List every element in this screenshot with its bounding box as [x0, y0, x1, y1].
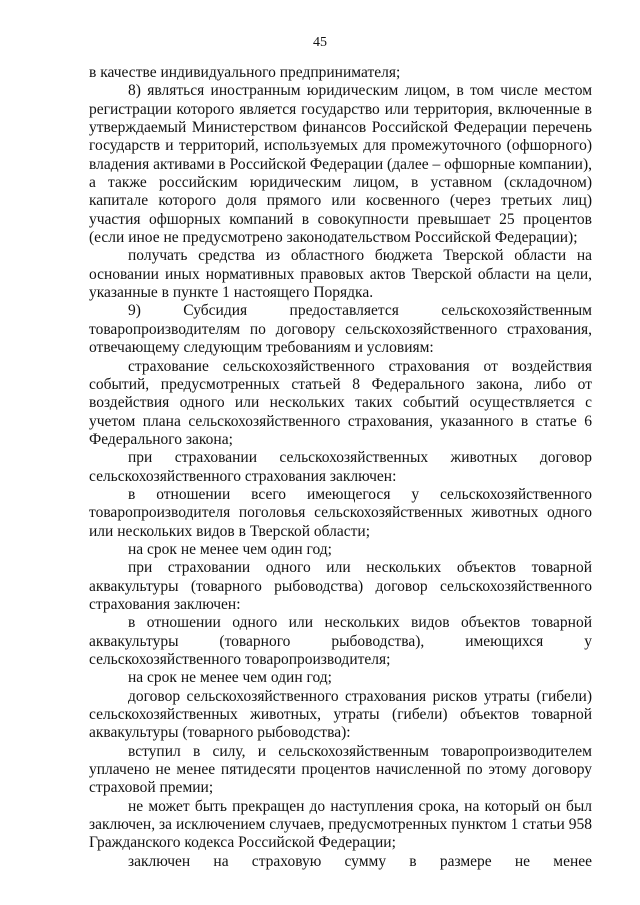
paragraph: в отношении одного или нескольких видов объектов товарной аквакультуры (товарного рыбоводства), имеющихся у сельскохозяйственного товаропроизводителя; [89, 614, 592, 668]
paragraph: заключен на страховую сумму в размере не менее [128, 852, 592, 870]
paragraph: при страховании сельскохозяйственных животных договор сельскохозяйственного страхования заключен: [89, 449, 592, 485]
paragraph: в качестве индивидуального предпринимателя; [89, 64, 401, 81]
document-body [89, 64, 592, 871]
page-number: 45 [313, 35, 327, 50]
paragraph: 9) Субсидия предоставляется сельскохозяйственным товаропроизводителям по договору сельскохозяйственного страхования, отвечающему следующим требованиям и условиям: [89, 302, 592, 357]
paragraph: вступил в силу, и сельскохозяйственным товаропроизводителем уплачено не менее пятидесяти процентов начисленной по этому договору страховой премии; [89, 742, 592, 797]
paragraph: на срок не менее чем один год; [128, 669, 332, 687]
paragraph: получать средства из областного бюджета Тверской области на основании иных нормативных правовых актов Тверской области на цели, указанные в пункте 1 настоящего Порядка. [89, 247, 592, 302]
paragraph: страхование сельскохозяйственного страхования от воздействия событий, предусмотренных статьей 8 Федерального закона, либо от воздействия одного или нескольких таких событий осуществляется с учетом плана сельскохозяйственного страхования, указанного в статье 6 Федерального закона; [89, 357, 592, 448]
paragraph: на срок не менее чем один год; [128, 540, 332, 558]
paragraph: не может быть прекращен до наступления срока, на который он был заключен, за исключением случаев, предусмотренных пунктом 1 статьи 958 Гражданского кодекса Российской Федерации; [89, 797, 592, 852]
paragraph: договор сельскохозяйственного страхования рисков утраты (гибели) сельскохозяйственных животных, утраты (гибели) объектов товарной аквакультуры (товарного рыбоводства): [89, 687, 592, 742]
paragraph: при страховании одного или нескольких объектов товарной аквакультуры (товарного рыбоводства) договор сельскохозяйственного страхования заключен: [89, 559, 592, 613]
paragraph: 8) являться иностранным юридическим лицом, в том числе местом регистрации которого является государство или территория, включенные в утверждаемый Министерством финансов Российской Федерации перечень государств и территорий, используемых для промежуточного (офшорного) владения активами в Российской Федерации (далее – офшорные компании), а также российским юридическим лицом, в уставном (складочном) капитале которого доля прямого или косвенного (через третьих лиц) участия офшорных компаний в совокупности превышает 25 процентов (если иное не предусмотрено законодательством Российской Федерации); [89, 82, 592, 247]
paragraph: в отношении всего имеющегося у сельскохозяйственного товаропроизводителя поголовья сельскохозяйственных животных одного или нескольких видов в Тверской области; [89, 485, 592, 540]
